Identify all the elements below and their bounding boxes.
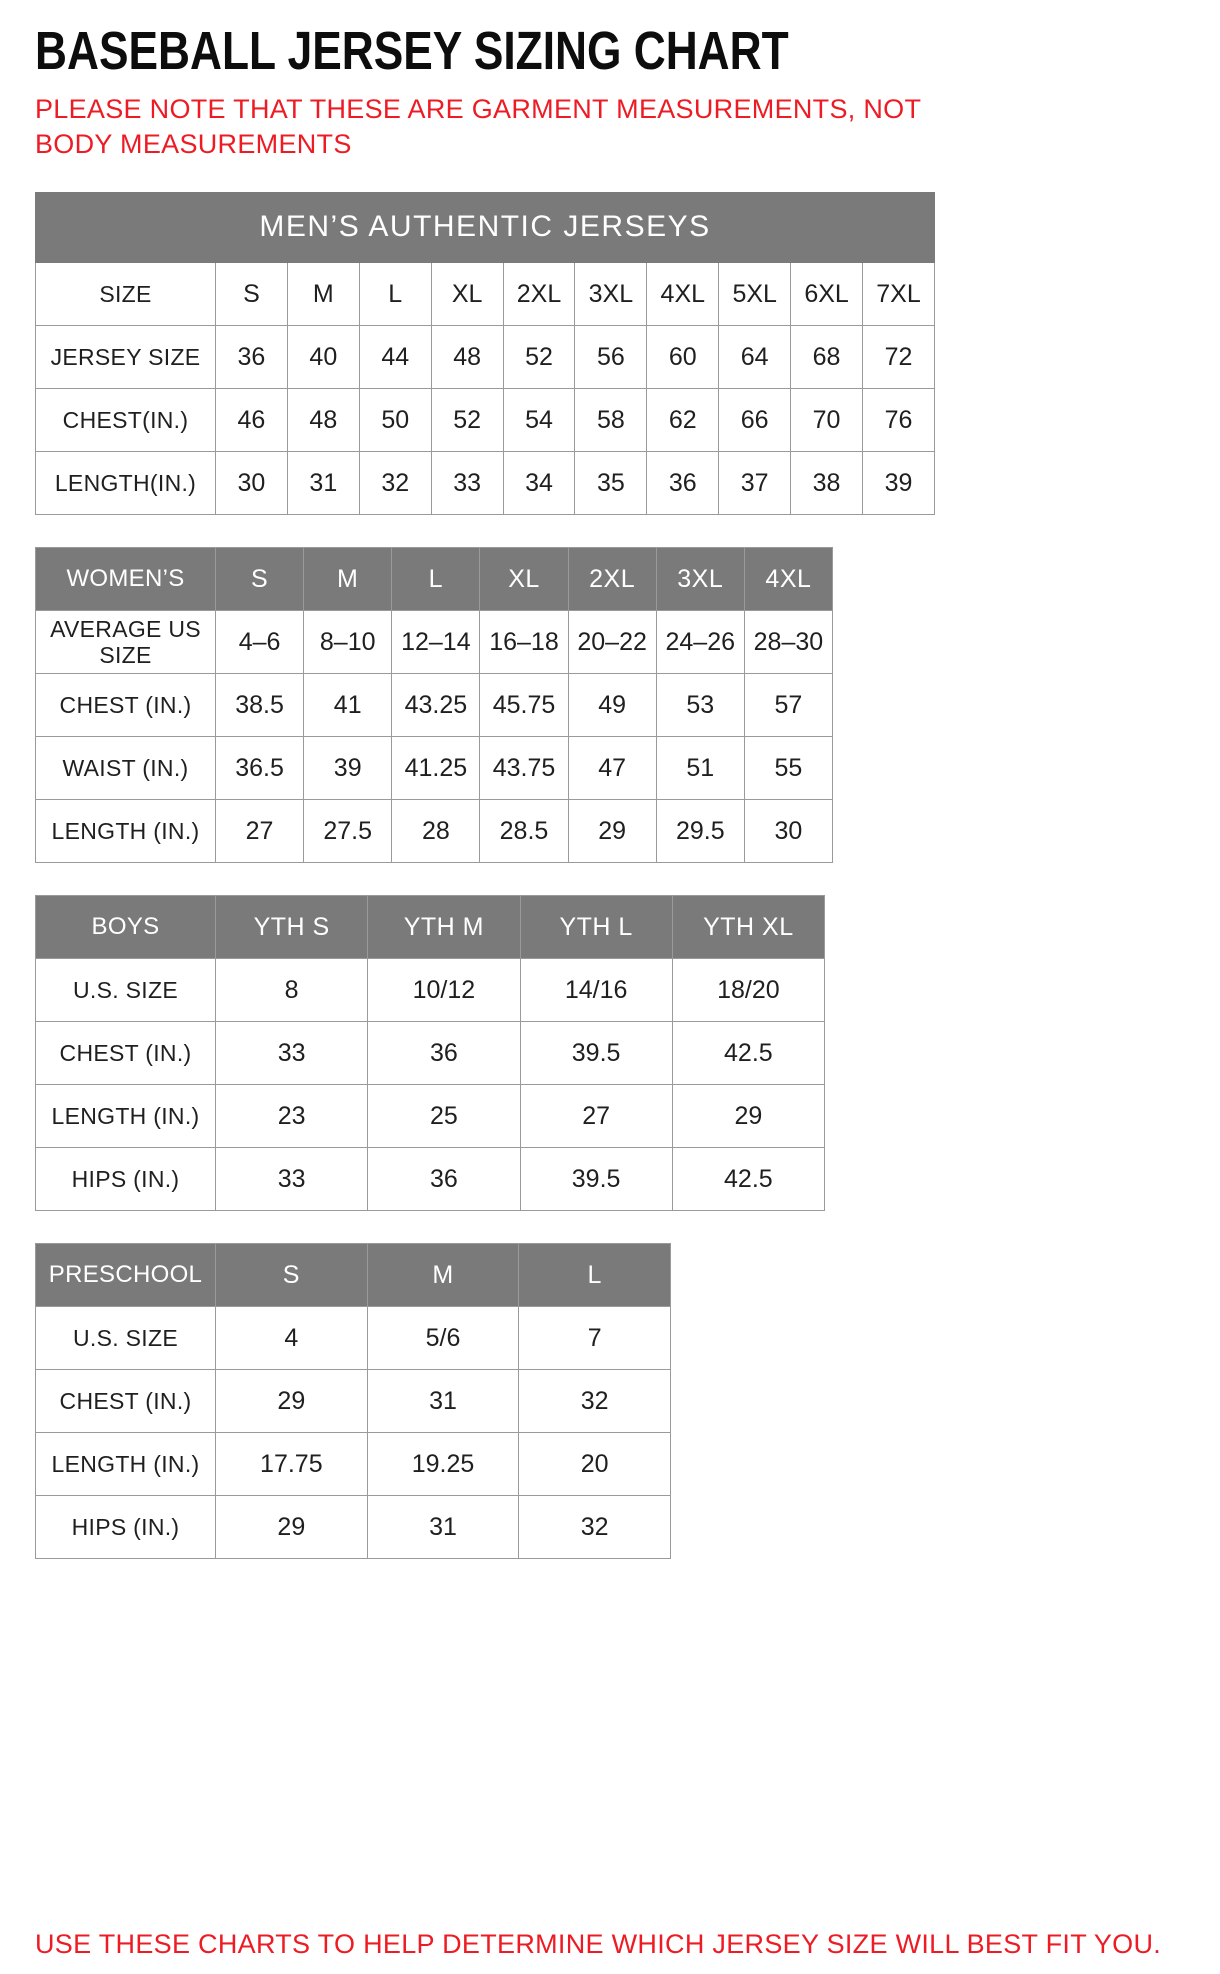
value-cell: 39 <box>863 452 935 515</box>
value-cell: 4XL <box>744 548 832 611</box>
value-cell: 42.5 <box>672 1148 824 1211</box>
value-cell: 43.75 <box>480 737 568 800</box>
value-cell: 32 <box>359 452 431 515</box>
row-label-cell: HIPS (IN.) <box>36 1148 216 1211</box>
value-cell: 51 <box>656 737 744 800</box>
table-row <box>36 1433 671 1496</box>
value-cell: 27 <box>216 800 304 863</box>
table-row <box>36 737 833 800</box>
value-cell: 32 <box>519 1496 671 1559</box>
value-cell: 36 <box>216 326 288 389</box>
value-cell: 5/6 <box>367 1307 519 1370</box>
value-cell: 52 <box>503 326 575 389</box>
row-label-cell: JERSEY SIZE <box>36 326 216 389</box>
value-cell: XL <box>431 263 503 326</box>
table-row <box>36 389 935 452</box>
value-cell: XL <box>480 548 568 611</box>
value-cell: 32 <box>519 1370 671 1433</box>
value-cell: 4–6 <box>216 611 304 674</box>
value-cell: 34 <box>503 452 575 515</box>
table-row <box>36 1496 671 1559</box>
value-cell: 36 <box>368 1148 520 1211</box>
value-cell: 7XL <box>863 263 935 326</box>
value-cell: 58 <box>575 389 647 452</box>
value-cell: 39.5 <box>520 1148 672 1211</box>
preschool-jerseys-table <box>35 1243 671 1559</box>
value-cell: 41.25 <box>392 737 480 800</box>
value-cell: 28 <box>392 800 480 863</box>
value-cell: 40 <box>287 326 359 389</box>
row-label-cell: CHEST(IN.) <box>36 389 216 452</box>
value-cell: 4XL <box>647 263 719 326</box>
row-label-cell: U.S. SIZE <box>36 1307 216 1370</box>
table-header-row <box>36 896 825 959</box>
value-cell: 7 <box>519 1307 671 1370</box>
value-cell: 25 <box>368 1085 520 1148</box>
value-cell: 27.5 <box>304 800 392 863</box>
row-label-cell: CHEST (IN.) <box>36 1022 216 1085</box>
value-cell: 36.5 <box>216 737 304 800</box>
value-cell: 45.75 <box>480 674 568 737</box>
row-label-cell: LENGTH (IN.) <box>36 800 216 863</box>
value-cell: 24–26 <box>656 611 744 674</box>
table-header-row <box>36 263 935 326</box>
table-header-row <box>36 548 833 611</box>
value-cell: 29 <box>568 800 656 863</box>
value-cell: 44 <box>359 326 431 389</box>
value-cell: YTH M <box>368 896 520 959</box>
value-cell: 2XL <box>568 548 656 611</box>
value-cell: M <box>304 548 392 611</box>
value-cell: 30 <box>744 800 832 863</box>
value-cell: S <box>216 263 288 326</box>
value-cell: 33 <box>216 1148 368 1211</box>
value-cell: L <box>392 548 480 611</box>
value-cell: 20 <box>519 1433 671 1496</box>
womens-jerseys-table <box>35 547 833 863</box>
value-cell: 43.25 <box>392 674 480 737</box>
value-cell: 54 <box>503 389 575 452</box>
value-cell: 48 <box>287 389 359 452</box>
value-cell: 52 <box>431 389 503 452</box>
value-cell: 70 <box>791 389 863 452</box>
table-row <box>36 326 935 389</box>
value-cell: 39.5 <box>520 1022 672 1085</box>
value-cell: 16–18 <box>480 611 568 674</box>
value-cell: 48 <box>431 326 503 389</box>
value-cell: 50 <box>359 389 431 452</box>
mens-authentic-jerseys-table <box>35 192 935 515</box>
row-label-cell: SIZE <box>36 263 216 326</box>
value-cell: 31 <box>367 1496 519 1559</box>
table-row <box>36 611 833 674</box>
table-header-row <box>36 1244 671 1307</box>
value-cell: 10/12 <box>368 959 520 1022</box>
value-cell: M <box>367 1244 519 1307</box>
value-cell: 27 <box>520 1085 672 1148</box>
value-cell: 36 <box>368 1022 520 1085</box>
value-cell: 29 <box>216 1370 368 1433</box>
value-cell: 3XL <box>656 548 744 611</box>
value-cell: 46 <box>216 389 288 452</box>
value-cell: 23 <box>216 1085 368 1148</box>
value-cell: 30 <box>216 452 288 515</box>
row-label-cell: BOYS <box>36 896 216 959</box>
value-cell: 28.5 <box>480 800 568 863</box>
banner-cell: MEN’S AUTHENTIC JERSEYS <box>36 193 935 263</box>
value-cell: 38.5 <box>216 674 304 737</box>
value-cell: 6XL <box>791 263 863 326</box>
value-cell: YTH S <box>216 896 368 959</box>
row-label-cell: AVERAGE US SIZE <box>36 611 216 674</box>
value-cell: 64 <box>719 326 791 389</box>
row-label-cell: CHEST (IN.) <box>36 1370 216 1433</box>
value-cell: 66 <box>719 389 791 452</box>
row-label-cell: LENGTH (IN.) <box>36 1433 216 1496</box>
value-cell: 72 <box>863 326 935 389</box>
value-cell: 8–10 <box>304 611 392 674</box>
value-cell: 57 <box>744 674 832 737</box>
value-cell: 28–30 <box>744 611 832 674</box>
row-label-cell: CHEST (IN.) <box>36 674 216 737</box>
value-cell: 4 <box>216 1307 368 1370</box>
row-label-cell: PRESCHOOL <box>36 1244 216 1307</box>
table-row <box>36 1022 825 1085</box>
value-cell: S <box>216 548 304 611</box>
row-label-cell: LENGTH(IN.) <box>36 452 216 515</box>
value-cell: 38 <box>791 452 863 515</box>
table-row <box>36 674 833 737</box>
row-label-cell: LENGTH (IN.) <box>36 1085 216 1148</box>
table-row <box>36 1307 671 1370</box>
value-cell: 42.5 <box>672 1022 824 1085</box>
boys-jerseys-table <box>35 895 825 1211</box>
value-cell: 8 <box>216 959 368 1022</box>
value-cell: 35 <box>575 452 647 515</box>
page-title: BASEBALL JERSEY SIZING CHART <box>35 21 789 81</box>
table-row <box>36 452 935 515</box>
value-cell: 14/16 <box>520 959 672 1022</box>
value-cell: 29 <box>216 1496 368 1559</box>
value-cell: 37 <box>719 452 791 515</box>
table-row <box>36 959 825 1022</box>
value-cell: 3XL <box>575 263 647 326</box>
value-cell: 19.25 <box>367 1433 519 1496</box>
table-row <box>36 1085 825 1148</box>
row-label-cell: U.S. SIZE <box>36 959 216 1022</box>
value-cell: 20–22 <box>568 611 656 674</box>
value-cell: 60 <box>647 326 719 389</box>
value-cell: L <box>359 263 431 326</box>
value-cell: S <box>216 1244 368 1307</box>
table-row <box>36 800 833 863</box>
value-cell: 56 <box>575 326 647 389</box>
value-cell: M <box>287 263 359 326</box>
value-cell: 68 <box>791 326 863 389</box>
table-banner-row <box>36 193 935 263</box>
value-cell: 55 <box>744 737 832 800</box>
value-cell: 47 <box>568 737 656 800</box>
value-cell: 2XL <box>503 263 575 326</box>
value-cell: 41 <box>304 674 392 737</box>
value-cell: 18/20 <box>672 959 824 1022</box>
value-cell: YTH XL <box>672 896 824 959</box>
row-label-cell: HIPS (IN.) <box>36 1496 216 1559</box>
value-cell: 12–14 <box>392 611 480 674</box>
garment-measurements-note: PLEASE NOTE THAT THESE ARE GARMENT MEASUREMENTS, NOT BODY MEASUREMENTS <box>35 94 921 160</box>
value-cell: 33 <box>431 452 503 515</box>
value-cell: 39 <box>304 737 392 800</box>
row-label-cell: WOMEN’S <box>36 548 216 611</box>
value-cell: 29.5 <box>656 800 744 863</box>
value-cell: 29 <box>672 1085 824 1148</box>
footer-note: USE THESE CHARTS TO HELP DETERMINE WHICH JERSEY SIZE WILL BEST FIT YOU. <box>35 1929 1162 1959</box>
value-cell: 49 <box>568 674 656 737</box>
table-row <box>36 1370 671 1433</box>
value-cell: L <box>519 1244 671 1307</box>
row-label-cell: WAIST (IN.) <box>36 737 216 800</box>
value-cell: 31 <box>287 452 359 515</box>
value-cell: 31 <box>367 1370 519 1433</box>
value-cell: 62 <box>647 389 719 452</box>
table-row <box>36 1148 825 1211</box>
value-cell: 53 <box>656 674 744 737</box>
value-cell: YTH L <box>520 896 672 959</box>
value-cell: 17.75 <box>216 1433 368 1496</box>
value-cell: 36 <box>647 452 719 515</box>
value-cell: 76 <box>863 389 935 452</box>
value-cell: 5XL <box>719 263 791 326</box>
value-cell: 33 <box>216 1022 368 1085</box>
